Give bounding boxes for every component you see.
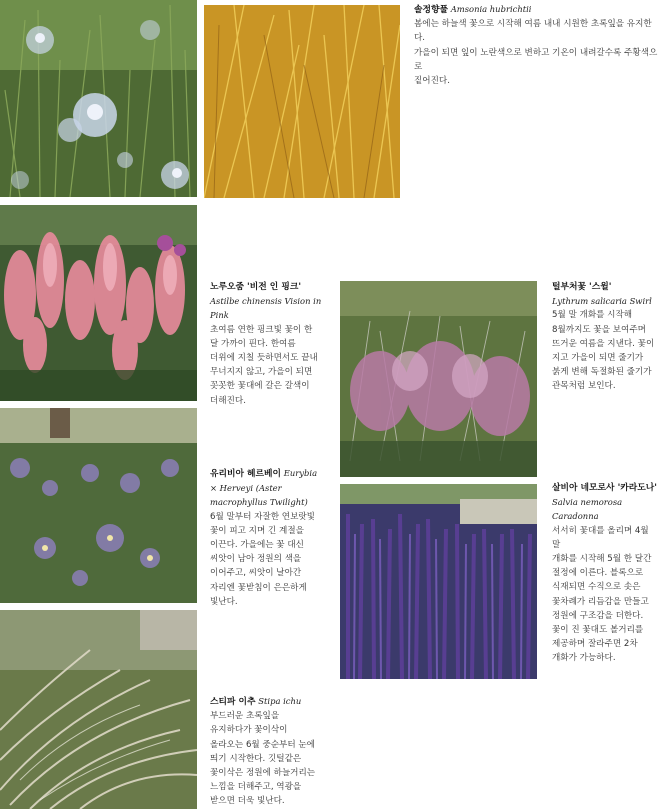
- description-line: 개화가 가능하다.: [552, 653, 616, 664]
- description-line: 뜨거운 여름을 지낸다. 꽃이: [552, 338, 655, 349]
- plant-name: 유리비아 헤르베이: [210, 469, 282, 479]
- description-line: 가을이 되면 잎이 노란색으로 변하고 기온이 내려갈수록 주황색으로: [414, 47, 658, 72]
- description-line: 받으면 더욱 빛난다.: [210, 796, 285, 807]
- description-line: 부드러운 초록잎을: [210, 711, 280, 722]
- caption-stipa: [210, 694, 334, 809]
- plant-latin-name: Salvia nemorosa Caradonna: [552, 497, 623, 522]
- photo-amsonia-autumn: [204, 5, 400, 198]
- description-line: 빛난다.: [210, 596, 238, 607]
- plant-name: 솔정향풀: [414, 5, 448, 15]
- caption-eurybia: [210, 466, 334, 609]
- description-line: 5월 말 개화를 시작해: [552, 310, 633, 321]
- description-line: 자리엔 꽃받침이 은은하게: [210, 582, 307, 593]
- description-line: 씨앗이 남아 정원의 색을: [210, 554, 302, 565]
- photo-lythrum: [340, 281, 537, 477]
- description-line: 6월 말부터 자잘한 연보랏빛: [210, 511, 315, 522]
- description-line: 정원에 구조감을 더한다.: [552, 610, 644, 621]
- description-line: 짙어진다.: [414, 76, 450, 87]
- description-line: 봄에는 하늘색 꽃으로 시작해 여름 내내 시원한 초록잎을 유지한다.: [414, 19, 652, 44]
- plant-name: 스티파 이추: [210, 697, 256, 707]
- description-line: 지고 가을이 되면 줄기가: [552, 353, 644, 364]
- plant-latin-name: Amsonia hubrichtii: [450, 4, 532, 14]
- plant-name: 노루오줌 '비전 인 핑크': [210, 282, 302, 292]
- photo-stipa: [0, 610, 197, 809]
- description-line: 초여름 연한 핑크빛 꽃이 한: [210, 324, 313, 335]
- plant-latin-name: Astilbe chinensis Vision in Pink: [210, 296, 322, 321]
- description-line: 무너지지 않고, 가을이 되면: [210, 367, 313, 378]
- description-line: 이어주고, 씨앗이 날아간: [210, 568, 302, 579]
- description-line: 이끈다. 가을에는 꽃 대신: [210, 540, 304, 551]
- description-line: 유지하다가 꽃이삭이: [210, 725, 288, 736]
- plant-name: 살비아 네모로사 '카라도나': [552, 483, 657, 493]
- plant-latin-name: Lythrum salicaria Swirl: [552, 296, 652, 307]
- description-line: 개화를 시작해 5월 한 달간: [552, 554, 652, 565]
- description-line: 띄기 시작한다. 깃털같은: [210, 753, 302, 764]
- caption-astilbe: [210, 280, 334, 408]
- description-line: 달 가까이 핀다. 한여름: [210, 338, 296, 349]
- description-line: 식재되면 수직으로 솟은: [552, 582, 641, 593]
- description-line: 올라오는 6월 중순부터 눈에: [210, 739, 315, 750]
- plant-latin-name: macrophyllus Twilight): [210, 497, 308, 508]
- description-line: 서서히 꽃대를 올리며 4월 말: [552, 525, 649, 550]
- description-line: 느낌을 더해주고, 역광을: [210, 782, 302, 793]
- plant-latin-name: × Herveyi (Aster: [210, 483, 282, 494]
- description-line: 꽃이삭은 정원에 하늘거리는: [210, 768, 316, 779]
- plant-latin-name: Eurybia: [283, 468, 318, 478]
- caption-amsonia: [414, 2, 658, 88]
- description-line: 더위에 지칠 듯하면서도 끝내: [210, 353, 318, 364]
- plant-name: 털부처꽃 '스윌': [552, 282, 612, 292]
- caption-salvia: [552, 481, 658, 666]
- description-line: 더해진다.: [210, 395, 246, 406]
- photo-astilbe: [0, 205, 197, 401]
- description-line: 절정에 이른다. 블록으로: [552, 568, 644, 579]
- photo-amsonia-flowers: [0, 0, 197, 197]
- description-line: 꽃차례가 리듬감을 만들고: [552, 596, 649, 607]
- description-line: 붉게 변해 독절화된 줄기가: [552, 367, 652, 378]
- description-line: 제공하며 잘라주면 2차: [552, 639, 638, 650]
- description-line: 꽃이 피고 지며 긴 계절을: [210, 525, 304, 536]
- description-line: 관목처럼 보인다.: [552, 381, 616, 392]
- description-line: 8월까지도 꽃을 보여주며: [552, 324, 646, 335]
- description-line: 꼿꼿한 꽃대에 갈은 갈색이: [210, 381, 310, 392]
- caption-lythrum: [552, 280, 658, 394]
- photo-salvia: [340, 484, 537, 679]
- plant-latin-name: Stipa ichu: [258, 696, 302, 706]
- description-line: 꽃이 진 꽃대도 볼거리를: [552, 625, 644, 636]
- photo-eurybia: [0, 408, 197, 603]
